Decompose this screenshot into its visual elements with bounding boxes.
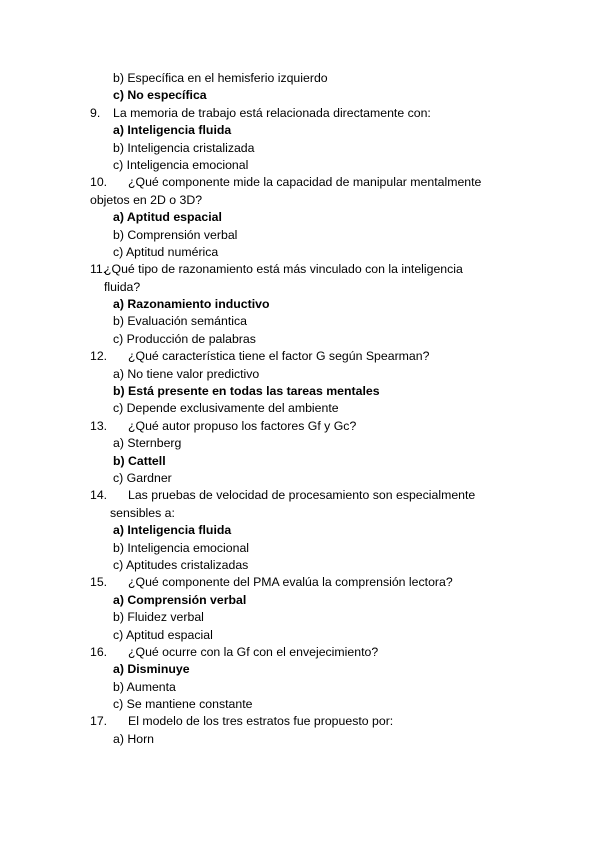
question-number: 11. <box>90 262 107 277</box>
question-number: 13. <box>90 418 108 433</box>
question-16 <box>0 644 600 661</box>
question-12 <box>0 348 600 365</box>
answer-option: a) Horn <box>113 731 155 746</box>
answer-option: b) Aumenta <box>113 679 176 694</box>
question-text: La memoria de trabajo está relacionada directamente con: <box>113 105 431 120</box>
question-number: 16. <box>90 644 108 659</box>
answer-option: c) Depende exclusivamente del ambiente <box>113 401 339 416</box>
question-number: 17. <box>90 714 108 729</box>
question-15 <box>0 574 600 591</box>
question-number: 15. <box>90 575 108 590</box>
answer-option: b) Específica en el hemisferio izquierdo <box>113 71 328 85</box>
answer-option-correct: b) Cattell <box>113 453 166 468</box>
answer-option: b) Fluidez verbal <box>113 610 204 625</box>
question-number: 12. <box>90 349 108 364</box>
answer-option: b) Inteligencia emocional <box>113 540 250 555</box>
answer-option: c) Aptitudes cristalizadas <box>113 557 249 572</box>
answer-option: a) No tiene valor predictivo <box>113 366 260 381</box>
question-number: 9. <box>90 105 101 120</box>
question-text: ¿Qué tipo de razonamiento está más vinculado con la inteligencia <box>104 262 463 277</box>
answer-option: a) Sternberg <box>113 436 182 451</box>
question-text: ¿Qué autor propuso los factores Gf y Gc? <box>128 418 357 433</box>
question-14 <box>0 487 600 504</box>
question-text: ¿Qué componente mide la capacidad de manipular mentalmente <box>128 175 482 190</box>
question-9 <box>0 105 600 122</box>
question-number: 10. <box>90 175 108 190</box>
question-text-continuation: fluida? <box>104 279 141 294</box>
answer-option: c) Aptitud espacial <box>113 627 213 642</box>
answer-option: c) Producción de palabras <box>113 331 256 346</box>
answer-option-correct: a) Inteligencia fluida <box>113 123 232 138</box>
question-text: ¿Qué característica tiene el factor G según Spearman? <box>128 349 430 364</box>
document-page <box>0 70 600 748</box>
answer-option-correct: a) Inteligencia fluida <box>113 523 232 538</box>
question-text: ¿Qué ocurre con la Gf con el envejecimiento? <box>128 644 379 659</box>
answer-option-correct: a) Razonamiento inductivo <box>113 297 270 312</box>
answer-option-correct: a) Aptitud espacial <box>113 210 222 225</box>
answer-option-correct: b) Está presente en todas las tareas mentales <box>113 384 380 399</box>
answer-option: c) Gardner <box>113 470 172 485</box>
answer-option-correct: a) Disminuye <box>113 662 190 677</box>
answer-option: c) Aptitud numérica <box>113 244 219 259</box>
question-text: Las pruebas de velocidad de procesamiento son especialmente <box>128 488 476 503</box>
answer-option: c) Inteligencia emocional <box>113 157 249 172</box>
question-number: 14. <box>90 488 108 503</box>
answer-option: b) Comprensión verbal <box>113 227 238 242</box>
answer-option: b) Evaluación semántica <box>113 314 247 329</box>
question-17 <box>0 713 600 730</box>
question-10 <box>0 174 600 191</box>
question-text: ¿Qué componente del PMA evalúa la comprensión lectora? <box>128 575 453 590</box>
answer-option: c) Se mantiene constante <box>113 697 253 712</box>
answer-option: b) Inteligencia cristalizada <box>113 140 255 155</box>
answer-option-correct: c) No específica <box>113 88 207 103</box>
question-11 <box>0 261 600 278</box>
question-text: El modelo de los tres estratos fue propuesto por: <box>128 714 394 729</box>
question-text-continuation: objetos en 2D o 3D? <box>90 192 203 207</box>
question-13 <box>0 418 600 435</box>
question-text-continuation: sensibles a: <box>110 505 175 520</box>
answer-option-correct: a) Comprensión verbal <box>113 592 247 607</box>
